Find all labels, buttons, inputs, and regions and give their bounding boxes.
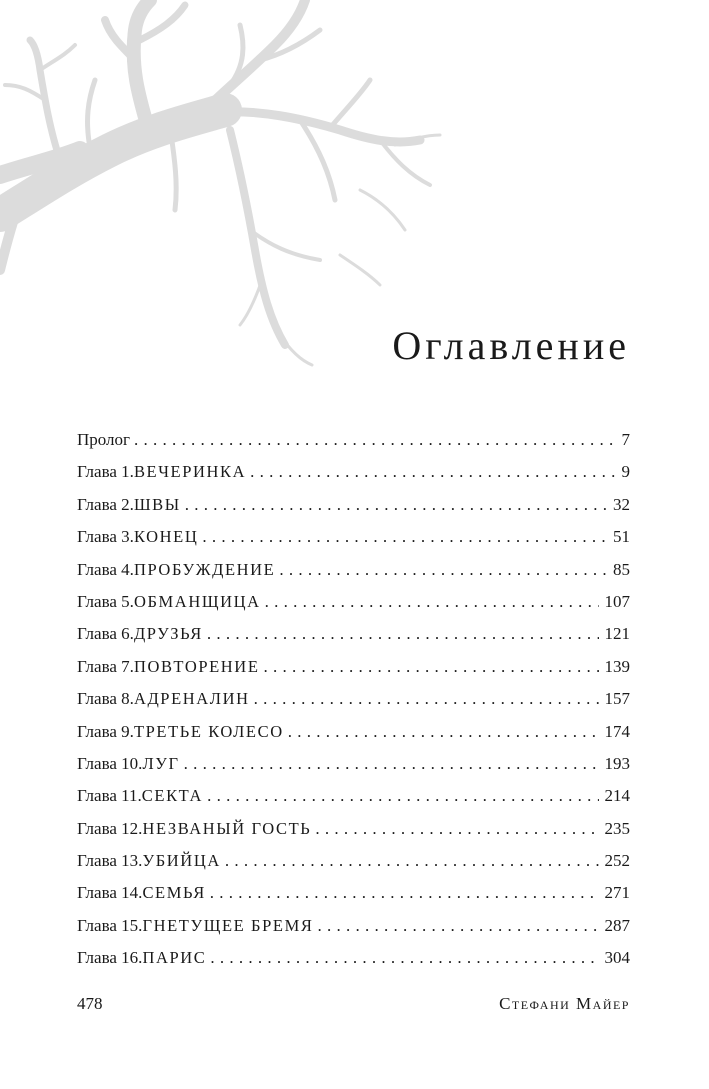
toc-entry-title: ПРОБУЖДЕНИЕ (133, 559, 276, 579)
toc-entry-chapter-number: Глава 14. (77, 883, 143, 903)
toc-entry-page-number: 51 (613, 527, 630, 547)
toc-dot-leader (134, 424, 615, 456)
table-of-contents (77, 424, 630, 975)
toc-entry[interactable] (77, 942, 630, 974)
toc-entry[interactable] (77, 813, 630, 845)
toc-entry-title: СЕКТА (141, 786, 204, 806)
toc-entry-title: АДРЕНАЛИН (133, 689, 250, 709)
toc-entry-title: ПАРИС (142, 948, 207, 968)
toc-entry-chapter-number: Глава 6. (77, 624, 134, 644)
toc-dot-leader (264, 651, 599, 683)
toc-entry[interactable] (77, 910, 630, 942)
toc-entry-title: ВЕЧЕРИНКА (133, 462, 247, 482)
toc-entry-page-number: 214 (604, 786, 630, 806)
toc-dot-leader (207, 618, 599, 650)
toc-dot-leader (265, 586, 599, 618)
toc-entry-chapter-number: Глава 3. (77, 527, 134, 547)
toc-entry-chapter-number: Глава 1. (77, 462, 134, 482)
toc-entry-page-number: 304 (604, 948, 630, 968)
toc-entry-page-number: 32 (613, 494, 630, 514)
toc-entry-chapter-number: Глава 12. (77, 818, 143, 838)
toc-entry[interactable] (77, 456, 630, 488)
toc-entry-page-number: 193 (604, 753, 630, 773)
toc-entry-title: СЕМЬЯ (142, 883, 206, 903)
toc-entry-title: ШВЫ (133, 494, 181, 514)
toc-entry-title: ГНЕТУЩЕЕ БРЕМЯ (142, 915, 314, 935)
toc-entry[interactable] (77, 651, 630, 683)
toc-dot-leader (202, 521, 607, 553)
toc-entry-page-number: 139 (604, 656, 630, 676)
toc-entry-title: ОБМАНЩИЦА (133, 591, 261, 611)
toc-dot-leader (279, 554, 607, 586)
toc-entry-page-number: 157 (604, 689, 630, 709)
toc-entry[interactable] (77, 521, 630, 553)
toc-entry-page-number: 85 (613, 559, 630, 579)
toc-entry[interactable] (77, 748, 630, 780)
toc-dot-leader (207, 780, 598, 812)
toc-entry-page-number: 7 (621, 430, 630, 449)
toc-dot-leader (317, 910, 598, 942)
toc-entry-title: ТРЕТЬЕ КОЛЕСО (133, 721, 284, 741)
page-title: Оглавление (392, 323, 630, 368)
toc-entry-page-number: 287 (604, 915, 630, 935)
toc-dot-leader (254, 683, 599, 715)
toc-entry-title: НЕЗВАНЫЙ ГОСТЬ (142, 818, 312, 838)
toc-entry-chapter-number: Глава 11. (77, 786, 142, 806)
toc-entry-chapter-number: Глава 10. (77, 753, 143, 773)
toc-dot-leader (210, 877, 599, 909)
toc-entry-chapter-number: Глава 16. (77, 948, 143, 968)
toc-entry-title: ЛУГ (142, 753, 180, 773)
toc-entry-page-number: 235 (604, 818, 630, 838)
toc-dot-leader (315, 813, 598, 845)
toc-entry-page-number: 271 (604, 883, 630, 903)
toc-entry-page-number: 9 (621, 462, 630, 482)
toc-entry-chapter-number: Глава 7. (77, 656, 134, 676)
toc-dot-leader (288, 716, 599, 748)
toc-entry[interactable] (77, 683, 630, 715)
toc-entry-chapter-number: Глава 2. (77, 494, 134, 514)
toc-entry[interactable] (77, 845, 630, 877)
toc-dot-leader (185, 489, 607, 521)
toc-dot-leader (210, 942, 598, 974)
page-number: 478 (77, 994, 103, 1013)
toc-entry-chapter-number: Глава 8. (77, 689, 134, 709)
toc-entry[interactable] (77, 618, 630, 650)
toc-entry[interactable] (77, 554, 630, 586)
toc-entry[interactable] (77, 489, 630, 521)
toc-entry-page-number: 107 (604, 591, 630, 611)
toc-entry[interactable] (77, 780, 630, 812)
toc-entry-page-number: 121 (604, 624, 630, 644)
page-footer (77, 992, 630, 1016)
toc-entry-title: УБИЙЦА (142, 851, 221, 871)
toc-dot-leader (184, 748, 599, 780)
toc-entry[interactable] (77, 424, 630, 456)
toc-entry-chapter-number: Глава 15. (77, 915, 143, 935)
toc-entry-title: КОНЕЦ (133, 527, 199, 547)
toc-entry-title: ДРУЗЬЯ (133, 624, 203, 644)
toc-entry[interactable] (77, 877, 630, 909)
toc-entry-title: ПОВТОРЕНИЕ (133, 656, 260, 676)
toc-entry[interactable] (77, 716, 630, 748)
toc-entry-chapter-number: Глава 4. (77, 559, 134, 579)
toc-dot-leader (250, 456, 615, 488)
toc-entry-page-number: 252 (604, 851, 630, 871)
toc-dot-leader (225, 845, 599, 877)
toc-entry-chapter-number: Глава 9. (77, 721, 134, 741)
author-name: Стефани Майер (499, 994, 630, 1013)
toc-entry-chapter-number: Глава 13. (77, 851, 143, 871)
toc-entry-chapter-number: Глава 5. (77, 591, 134, 611)
toc-entry[interactable] (77, 586, 630, 618)
toc-entry-page-number: 174 (604, 721, 630, 741)
toc-entry-chapter-number: Пролог (77, 430, 131, 449)
